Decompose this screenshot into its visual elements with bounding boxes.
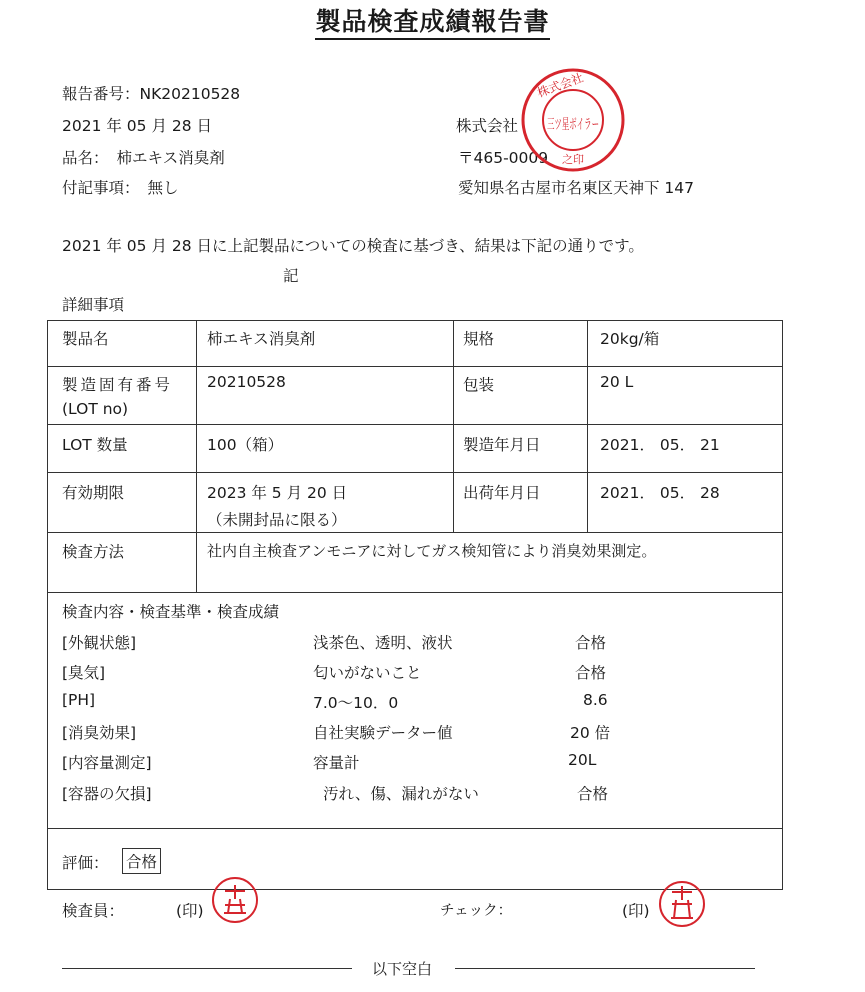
inspection-item-name: [PH] — [62, 691, 96, 709]
value-lot-quantity: 100（箱） — [207, 436, 284, 454]
value-shipping-date: 2021． 05． 28 — [600, 484, 720, 502]
table-col-divider — [587, 320, 588, 532]
product-name-line — [62, 146, 225, 168]
company-address: 愛知県名古屋市名東区天神下 147 — [458, 179, 695, 197]
table-row-divider — [47, 424, 783, 425]
product-label: 品名： — [62, 149, 109, 167]
inspector-seal-mark: (印) — [176, 902, 204, 920]
inspection-item-result: 合格 — [575, 664, 607, 682]
value-expiry-date: 2023 年 5 月 20 日 — [207, 484, 348, 502]
label-manufacture-date: 製造年月日 — [463, 436, 541, 454]
value-product-name: 柿エキス消臭剤 — [207, 330, 316, 348]
note-value: 無し — [147, 179, 179, 197]
table-row-divider — [47, 828, 783, 829]
company-type: 株式会社 — [456, 117, 519, 135]
details-heading: 詳細事項 — [62, 296, 125, 314]
evaluation-label: 評価： — [62, 854, 109, 872]
inspection-item-name: [外観状態] — [62, 634, 137, 652]
inspection-item-result: 合格 — [575, 634, 607, 652]
inspection-item-criteria: 匂いがないこと — [313, 664, 422, 682]
check-seal-mark: (印) — [622, 902, 650, 920]
value-inspection-method: 社内自主検査アンモニアに対してガス検知管により消臭効果測定。 — [207, 542, 657, 560]
label-packaging: 包装 — [463, 376, 495, 394]
inspection-item-result: 20 倍 — [570, 724, 611, 742]
label-spec: 規格 — [463, 330, 495, 348]
table-col-divider — [196, 320, 197, 592]
inspection-item-name: [臭気] — [62, 664, 106, 682]
report-number: 報告番号：NK20210528 — [62, 85, 241, 103]
product-value: 柿エキス消臭剤 — [116, 149, 225, 167]
inspection-item-name: [消臭効果] — [62, 724, 137, 742]
inspection-item-name: [容器の欠損] — [62, 785, 152, 803]
table-row-divider — [47, 366, 783, 367]
report-date: 2021 年 05 月 28 日 — [62, 117, 213, 135]
evaluation-value: 合格 — [122, 848, 161, 874]
label-product-name: 製品名 — [62, 330, 109, 348]
statement-text: 2021 年 05 月 28 日に上記製品についての検査に基づき、結果は下記の通りです。 — [62, 237, 644, 255]
svg-text:之印: 之印 — [562, 153, 584, 166]
check-label: チェック： — [440, 903, 513, 919]
table-row-divider — [47, 532, 783, 533]
inspection-item-result: 合格 — [577, 785, 609, 803]
label-inspection-method: 検査方法 — [62, 543, 125, 561]
inspection-item-criteria: 自社実験データー値 — [313, 724, 453, 742]
table-row-divider — [47, 472, 783, 473]
label-lot-quantity: LOT 数量 — [62, 436, 128, 454]
value-expiry-condition: （未開封品に限る） — [207, 511, 347, 529]
inspection-item-criteria: 容量計 — [313, 754, 360, 772]
value-serial-number: 20210528 — [207, 373, 286, 391]
inspection-item-result: 8.6 — [583, 691, 608, 709]
inspection-item-result: 20L — [568, 751, 597, 769]
ki-mark: 記 — [283, 267, 299, 285]
label-serial-number: 製造固有番号 — [62, 376, 174, 394]
inspection-item-criteria: 汚れ、傷、漏れがない — [323, 785, 479, 803]
label-lot-no: (LOT no) — [62, 400, 129, 418]
table-row-divider — [47, 592, 783, 593]
note-label: 付記事項： — [62, 179, 140, 197]
table-col-divider — [453, 320, 454, 532]
label-expiry: 有効期限 — [62, 484, 125, 502]
inspection-heading: 検査内容・検査基準・検査成績 — [62, 603, 280, 621]
svg-text:株式会社: 株式会社 — [535, 70, 586, 101]
inspection-item-criteria: 7.0～10．0 — [313, 694, 399, 712]
value-manufacture-date: 2021． 05． 21 — [600, 436, 720, 454]
inspector-label: 検査員： — [62, 902, 125, 920]
inspector-seal-icon — [210, 875, 260, 925]
footer-rule-right — [455, 968, 755, 969]
postal-code: 〒465-0009 — [458, 149, 549, 167]
company-line — [456, 114, 518, 136]
checker-seal-icon — [658, 878, 706, 930]
company-seal-icon — [518, 65, 628, 175]
label-shipping-date: 出荷年月日 — [463, 484, 541, 502]
note-line — [62, 176, 179, 198]
company-name-in-seal: 三ツ星ボイラー — [547, 117, 599, 133]
inspection-item-name: [内容量測定] — [62, 754, 152, 772]
footer-rule-left — [62, 968, 352, 969]
value-spec: 20kg/箱 — [600, 330, 660, 348]
value-packaging: 20 L — [600, 373, 634, 391]
footer-text: 以下空白 — [372, 960, 433, 978]
inspection-item-criteria: 浅茶色、透明、液状 — [313, 634, 453, 652]
document-title: 製品検査成績報告書 — [0, 2, 865, 38]
